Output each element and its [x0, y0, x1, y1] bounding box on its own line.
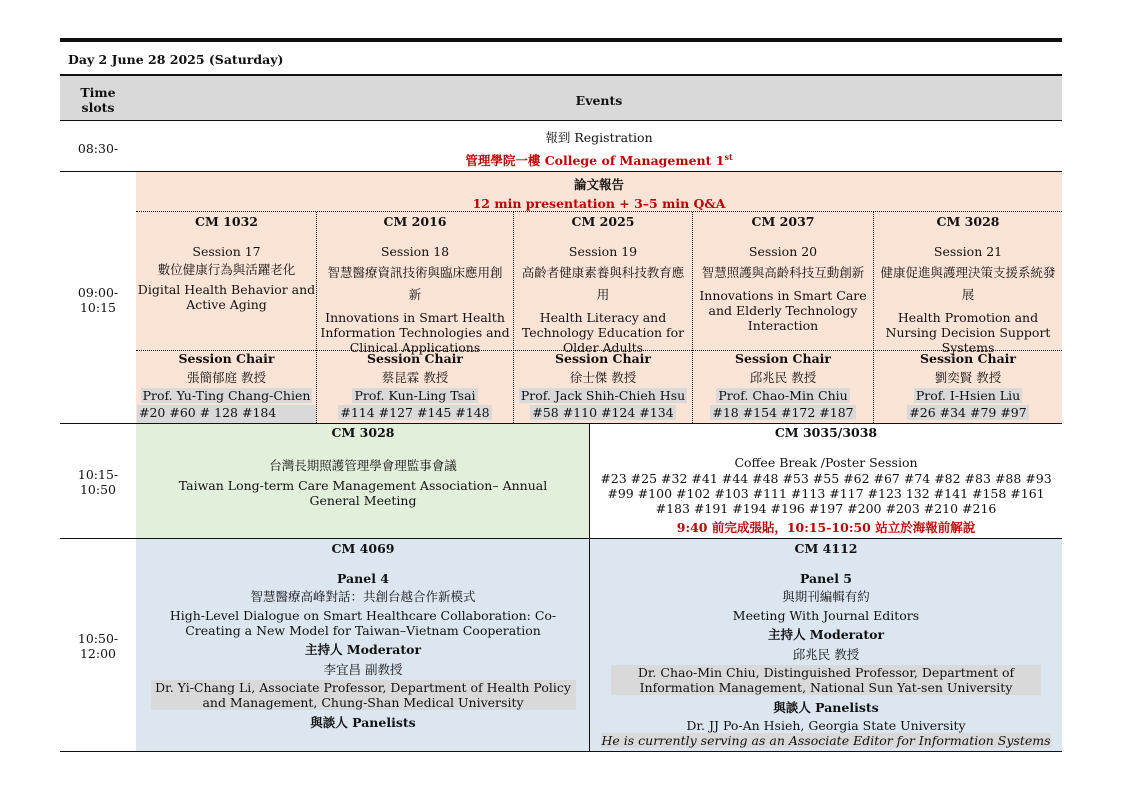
registration-label: 報到 Registration: [545, 130, 653, 145]
time-slots-header: Time slots: [80, 85, 116, 115]
registration-time: 08:30-: [77, 141, 119, 156]
session-number: Session 19: [568, 244, 638, 259]
chair-name-en: Prof. Jack Shih-Chieh Hsu: [520, 388, 686, 403]
panels-time: 10:50- 12:00: [77, 631, 119, 661]
session-17: [137, 212, 316, 312]
poster-session: [590, 425, 1062, 535]
poster-room: CM 3035/3038: [774, 425, 878, 440]
panel-title-en: Meeting With Journal Editors: [732, 608, 920, 623]
moderator-label: 主持人 Moderator: [304, 642, 422, 657]
annual-meeting: [137, 425, 589, 508]
session-number: Session 20: [748, 244, 818, 259]
panel-title-zh: 智慧醫療高峰對話：共創台越合作新模式: [250, 589, 476, 604]
session-title-zh: 智慧醫療資訊技術與臨床應用創新: [327, 265, 503, 302]
paper-ids: #58 #110 #124 #134: [532, 405, 674, 420]
panelists-label: 與談人 Panelists: [310, 715, 416, 730]
session-room: CM 3028: [936, 214, 1000, 229]
session-room: CM 2016: [383, 214, 447, 229]
session-title-en: Innovations in Smart Health Information Technologies and Clinical Applications: [320, 310, 510, 355]
session-title-zh: 智慧照護與高齡科技互動創新: [701, 265, 865, 280]
chair-name-zh: 邱兆民 教授: [749, 370, 817, 385]
poster-ids: #23 #25 #32 #41 #44 #48 #53 #55 #62 #67 #74 #82 #83 #88 #93 #99 #100 #102 #103 #111 #113 #117 #123 132 #141 #158 #161 #183 #191 #194 #196 #197 #200 #203 #210 #216: [600, 471, 1052, 516]
chair-name-zh: 徐士傑 教授: [569, 370, 637, 385]
sessions-time: 09:00- 10:15: [77, 285, 119, 315]
session-number: Session 17: [192, 244, 261, 259]
sessions-subtitle: 12 min presentation + 3–5 min Q&A: [472, 196, 726, 211]
chair-name-zh: 蔡昆霖 教授: [381, 370, 449, 385]
chair-name-en: Prof. Chao-Min Chiu: [718, 388, 848, 403]
session-room: CM 2037: [751, 214, 815, 229]
session-title-zh: 數位健康行為與活躍老化: [157, 262, 296, 277]
session-19: [514, 212, 692, 355]
session-room: CM 1032: [195, 214, 258, 229]
panel-title-en: High-Level Dialogue on Smart Healthcare Collaboration: Co-Creating a New Model for Taiwan–Vietnam Cooperation: [169, 608, 557, 638]
moderator-name-zh: 邱兆民 教授: [792, 647, 860, 662]
chair-label: Session Chair: [178, 351, 275, 366]
moderator-name-en: Dr. Yi-Chang Li, Associate Professor, Department of Health Policy and Management, Chung-Shan Medical University: [151, 680, 576, 710]
chair-name-en: Prof. Yu-Ting Chang-Chien: [142, 388, 311, 403]
session-number: Session 21: [933, 244, 1003, 259]
panel-5: [590, 541, 1062, 748]
meeting-room: CM 3028: [331, 425, 395, 440]
panel-title-zh: 與期刊編輯有約: [782, 589, 870, 604]
events-header: Events: [575, 93, 623, 108]
session-18: [317, 212, 513, 355]
chair-20: [693, 351, 873, 420]
midmorning-time: 10:15- 10:50: [77, 467, 119, 497]
panel-room: CM 4112: [794, 541, 858, 556]
panel-number: Panel 4: [336, 571, 389, 586]
top-rule: [60, 38, 1062, 42]
session-title-en: Health Literacy and Technology Education for Older Adults: [521, 310, 685, 355]
chair-name-zh: 張簡郁庭 教授: [187, 370, 266, 385]
chair-label: Session Chair: [734, 351, 832, 366]
chair-label: Session Chair: [366, 351, 464, 366]
chair-label: Session Chair: [554, 351, 652, 366]
panel-room: CM 4069: [331, 541, 395, 556]
paper-ids: #18 #154 #172 #187: [712, 405, 854, 420]
panel-4: [137, 541, 589, 730]
session-title-zh: 健康促進與護理決策支援系統發展: [880, 265, 1056, 302]
bottom-rule: [60, 751, 1062, 752]
session-title-en: Innovations in Smart Care and Elderly Technology Interaction: [699, 288, 867, 333]
registration-location: 管理學院一樓 College of Management 1st: [465, 151, 733, 168]
panelist-note: He is currently serving as an Associate Editor for Information Systems: [601, 733, 1051, 748]
chair-18: [317, 351, 513, 420]
session-number: Session 18: [380, 244, 450, 259]
panel-number: Panel 5: [799, 571, 852, 586]
poster-note: 9:40 前完成張貼，10:15-10:50 站立於海報前解說: [676, 520, 976, 535]
sessions-title: 論文報告: [573, 177, 624, 192]
rule: [60, 120, 1062, 121]
chair-label: Session Chair: [919, 351, 1017, 366]
moderator-name-zh: 李宜昌 副教授: [323, 662, 403, 677]
session-room: CM 2025: [571, 214, 635, 229]
chair-21: [874, 351, 1062, 420]
session-title-en: Health Promotion and Nursing Decision Support Systems: [885, 310, 1051, 355]
chair-name-zh: 劉奕賢 教授: [934, 370, 1002, 385]
chair-name-en: Prof. I-Hsien Liu: [915, 388, 1021, 403]
panelists-label: 與談人 Panelists: [773, 700, 879, 715]
poster-title: Coffee Break /Poster Session: [734, 455, 918, 470]
meeting-title-zh: 台灣長期照護管理學會理監事會議: [269, 458, 457, 473]
session-title-en: Digital Health Behavior and Active Aging: [137, 282, 316, 312]
session-21: [874, 212, 1062, 355]
moderator-label: 主持人 Moderator: [767, 627, 885, 642]
chair-19: [514, 351, 692, 420]
meeting-title-en: Taiwan Long-term Care Management Association– Annual General Meeting: [178, 478, 548, 508]
day-header: Day 2 June 28 2025 (Saturday): [68, 52, 284, 67]
moderator-name-en: Dr. Chao-Min Chiu, Distinguished Professor, Department of Information Management, National Sun Yat-sen University: [611, 665, 1041, 695]
session-title-zh: 高齡者健康素養與科技教育應用: [521, 265, 685, 302]
panelist-name: Dr. JJ Po-An Hsieh, Georgia State University: [686, 718, 966, 733]
paper-ids: #114 #127 #145 #148: [340, 405, 490, 420]
chair-name-en: Prof. Kun-Ling Tsai: [354, 388, 476, 403]
paper-ids: #20 #60 # 128 #184: [137, 405, 316, 435]
session-20: [693, 212, 873, 333]
paper-ids: #26 #34 #79 #97: [909, 405, 1027, 420]
